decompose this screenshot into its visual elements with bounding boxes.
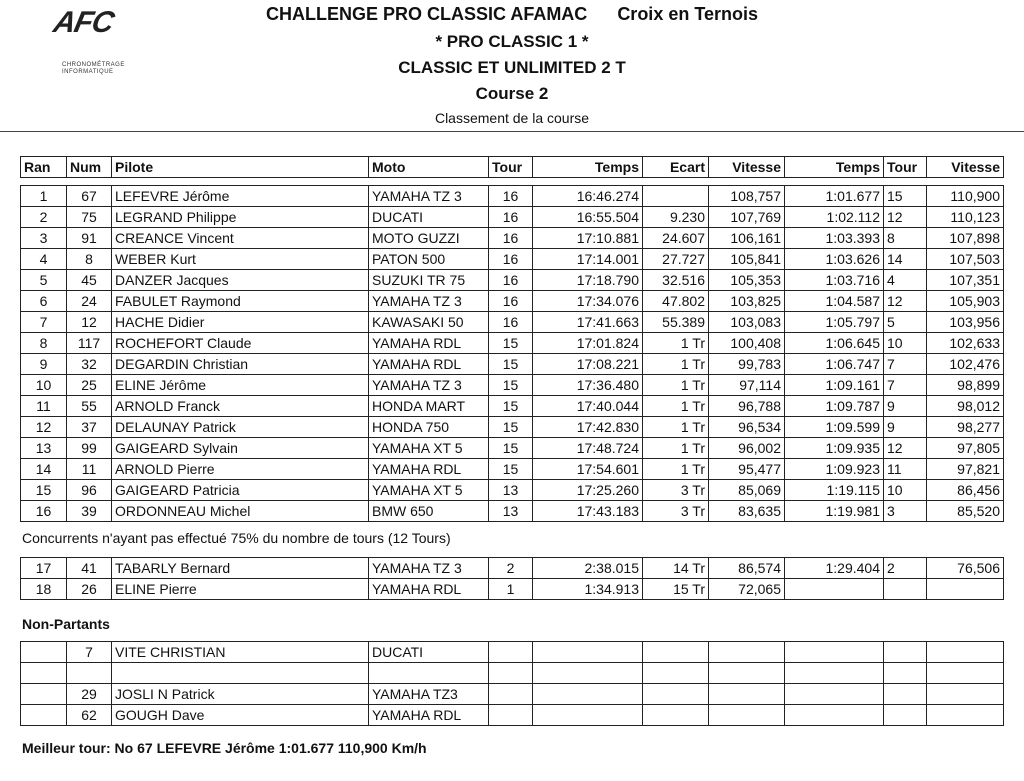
laps-cell: 15: [489, 396, 533, 417]
best-speed-cell: [927, 684, 1004, 705]
best-time-cell: 1:03.393: [785, 228, 884, 249]
speed-cell: 99,783: [709, 354, 785, 375]
best-speed-cell: 110,123: [927, 207, 1004, 228]
best-lap-cell: 15: [884, 186, 927, 207]
results-table: [20, 185, 1004, 522]
best-time-cell: [785, 663, 884, 684]
best-speed-cell: 98,899: [927, 375, 1004, 396]
time-cell: 17:36.480: [533, 375, 643, 396]
gap-cell: 1 Tr: [643, 438, 709, 459]
table-row: [21, 480, 1004, 501]
speed-cell: 105,353: [709, 270, 785, 291]
table-row: [21, 438, 1004, 459]
number-cell: 8: [67, 249, 112, 270]
rank-cell: [21, 705, 67, 726]
table-row: [21, 501, 1004, 522]
best-time-cell: 1:04.587: [785, 291, 884, 312]
col-header-rank: Ran: [21, 157, 67, 178]
gap-cell: 27.727: [643, 249, 709, 270]
table-row: [21, 417, 1004, 438]
number-cell: 41: [67, 558, 112, 579]
race-title: Course 2: [475, 84, 549, 103]
event-title: CHALLENGE PRO CLASSIC AFAMAC: [265, 4, 588, 24]
speed-cell: [709, 642, 785, 663]
rank-cell: [21, 684, 67, 705]
best-speed-cell: 98,277: [927, 417, 1004, 438]
gap-cell: 24.607: [643, 228, 709, 249]
best-lap-cell: 9: [884, 396, 927, 417]
laps-cell: 13: [489, 501, 533, 522]
best-time-cell: [785, 705, 884, 726]
laps-cell: [489, 663, 533, 684]
time-cell: 17:34.076: [533, 291, 643, 312]
gap-cell: 9.230: [643, 207, 709, 228]
best-speed-cell: 98,012: [927, 396, 1004, 417]
laps-cell: [489, 705, 533, 726]
best-speed-cell: [927, 579, 1004, 600]
time-cell: [533, 684, 643, 705]
col-header-pilot: Pilote: [112, 157, 369, 178]
best-time-cell: 1:19.981: [785, 501, 884, 522]
pilot-cell: [112, 663, 369, 684]
non-partants-title: Non-Partants: [22, 616, 110, 632]
laps-cell: 2: [489, 558, 533, 579]
speed-cell: 83,635: [709, 501, 785, 522]
rank-cell: 16: [21, 501, 67, 522]
number-cell: 24: [67, 291, 112, 312]
bike-cell: YAMAHA TZ3: [369, 684, 489, 705]
number-cell: 37: [67, 417, 112, 438]
category-title: * PRO CLASSIC 1 *: [435, 32, 589, 51]
number-cell: 62: [67, 705, 112, 726]
table-row: [21, 207, 1004, 228]
speed-cell: 96,002: [709, 438, 785, 459]
rank-cell: 4: [21, 249, 67, 270]
bike-cell: YAMAHA TZ 3: [369, 558, 489, 579]
best-lap-cell: 14: [884, 249, 927, 270]
rank-cell: 14: [21, 459, 67, 480]
logo-sub2: CHRONOMÉTRAGE: [62, 62, 125, 68]
pilot-cell: LEGRAND Philippe: [112, 207, 369, 228]
best-speed-cell: 97,805: [927, 438, 1004, 459]
table-row: [21, 558, 1004, 579]
col-header-speed: Vitesse: [709, 157, 785, 178]
best-lap-cell: [884, 663, 927, 684]
best-time-cell: 1:02.112: [785, 207, 884, 228]
speed-cell: 97,114: [709, 375, 785, 396]
time-cell: 17:08.221: [533, 354, 643, 375]
time-cell: 17:43.183: [533, 501, 643, 522]
speed-cell: 100,408: [709, 333, 785, 354]
speed-cell: 106,161: [709, 228, 785, 249]
best-speed-cell: 107,503: [927, 249, 1004, 270]
col-header-number: Num: [67, 157, 112, 178]
bike-cell: YAMAHA TZ 3: [369, 375, 489, 396]
pilot-cell: WEBER Kurt: [112, 249, 369, 270]
best-lap-cell: 3: [884, 501, 927, 522]
pilot-cell: ELINE Pierre: [112, 579, 369, 600]
pilot-cell: ELINE Jérôme: [112, 375, 369, 396]
best-lap-cell: 4: [884, 270, 927, 291]
gap-cell: 1 Tr: [643, 375, 709, 396]
number-cell: 55: [67, 396, 112, 417]
time-cell: 17:10.881: [533, 228, 643, 249]
pilot-cell: DEGARDIN Christian: [112, 354, 369, 375]
bike-cell: YAMAHA RDL: [369, 354, 489, 375]
time-cell: [533, 663, 643, 684]
bike-cell: DUCATI: [369, 207, 489, 228]
best-lap-cell: 10: [884, 333, 927, 354]
logo-sub3: INFORMATIQUE: [62, 69, 114, 75]
number-cell: 39: [67, 501, 112, 522]
pilot-cell: VITE CHRISTIAN: [112, 642, 369, 663]
speed-cell: 72,065: [709, 579, 785, 600]
gap-cell: 1 Tr: [643, 333, 709, 354]
dnf-table: [20, 557, 1004, 600]
best-time-cell: 1:06.747: [785, 354, 884, 375]
table-row: [21, 705, 1004, 726]
bike-cell: HONDA 750: [369, 417, 489, 438]
pilot-cell: GOUGH Dave: [112, 705, 369, 726]
best-speed-cell: 85,520: [927, 501, 1004, 522]
table-row: [21, 642, 1004, 663]
best-speed-cell: [927, 705, 1004, 726]
laps-cell: 16: [489, 249, 533, 270]
gap-cell: 47.802: [643, 291, 709, 312]
best-lap-cell: 7: [884, 375, 927, 396]
time-cell: 17:40.044: [533, 396, 643, 417]
speed-cell: 103,825: [709, 291, 785, 312]
bike-cell: KAWASAKI 50: [369, 312, 489, 333]
pilot-cell: ROCHEFORT Claude: [112, 333, 369, 354]
laps-cell: 16: [489, 186, 533, 207]
table-row: [21, 270, 1004, 291]
col-header-gap: Ecart: [643, 157, 709, 178]
bike-cell: HONDA MART: [369, 396, 489, 417]
gap-cell: [643, 663, 709, 684]
col-header-best-speed: Vitesse: [927, 157, 1004, 178]
logo-text: AFC: [50, 6, 117, 39]
best-time-cell: 1:09.923: [785, 459, 884, 480]
rank-cell: 18: [21, 579, 67, 600]
best-time-cell: 1:09.787: [785, 396, 884, 417]
gap-cell: 3 Tr: [643, 501, 709, 522]
gap-cell: 15 Tr: [643, 579, 709, 600]
bike-cell: YAMAHA RDL: [369, 579, 489, 600]
pilot-cell: CREANCE Vincent: [112, 228, 369, 249]
number-cell: 32: [67, 354, 112, 375]
time-cell: 17:14.001: [533, 249, 643, 270]
pilot-cell: JOSLI N Patrick: [112, 684, 369, 705]
col-header-bike: Moto: [369, 157, 489, 178]
best-lap-cell: [884, 579, 927, 600]
time-cell: 2:38.015: [533, 558, 643, 579]
rank-cell: 17: [21, 558, 67, 579]
gap-cell: [643, 186, 709, 207]
best-time-cell: 1:09.935: [785, 438, 884, 459]
number-cell: 25: [67, 375, 112, 396]
best-lap-cell: 8: [884, 228, 927, 249]
table-row: [21, 459, 1004, 480]
gap-cell: 32.516: [643, 270, 709, 291]
rank-cell: 3: [21, 228, 67, 249]
table-row: [21, 312, 1004, 333]
rank-cell: 7: [21, 312, 67, 333]
rank-cell: [21, 642, 67, 663]
number-cell: 26: [67, 579, 112, 600]
bike-cell: YAMAHA RDL: [369, 333, 489, 354]
rank-cell: 1: [21, 186, 67, 207]
best-lap-cell: 12: [884, 207, 927, 228]
bike-cell: YAMAHA RDL: [369, 459, 489, 480]
bike-cell: PATON 500: [369, 249, 489, 270]
best-time-cell: 1:03.626: [785, 249, 884, 270]
bike-cell: DUCATI: [369, 642, 489, 663]
pilot-cell: GAIGEARD Patricia: [112, 480, 369, 501]
best-time-cell: 1:05.797: [785, 312, 884, 333]
pilot-cell: ARNOLD Pierre: [112, 459, 369, 480]
laps-cell: 16: [489, 207, 533, 228]
gap-cell: 14 Tr: [643, 558, 709, 579]
best-lap-cell: 5: [884, 312, 927, 333]
rank-cell: 15: [21, 480, 67, 501]
time-cell: 17:42.830: [533, 417, 643, 438]
table-row: [21, 291, 1004, 312]
rank-cell: 12: [21, 417, 67, 438]
best-speed-cell: 76,506: [927, 558, 1004, 579]
number-cell: [67, 663, 112, 684]
best-lap-cell: 11: [884, 459, 927, 480]
time-cell: 17:18.790: [533, 270, 643, 291]
bike-cell: YAMAHA XT 5: [369, 438, 489, 459]
laps-cell: 15: [489, 459, 533, 480]
table-row: [21, 354, 1004, 375]
time-cell: 17:01.824: [533, 333, 643, 354]
best-lap-cell: [884, 684, 927, 705]
best-speed-cell: 105,903: [927, 291, 1004, 312]
event-location: Croix en Ternois: [617, 4, 759, 24]
gap-cell: [643, 705, 709, 726]
best-speed-cell: 102,633: [927, 333, 1004, 354]
time-cell: 16:46.274: [533, 186, 643, 207]
gap-cell: 1 Tr: [643, 396, 709, 417]
laps-cell: 15: [489, 354, 533, 375]
number-cell: 45: [67, 270, 112, 291]
best-speed-cell: 97,821: [927, 459, 1004, 480]
gap-cell: 1 Tr: [643, 459, 709, 480]
table-row: [21, 228, 1004, 249]
best-time-cell: 1:29.404: [785, 558, 884, 579]
number-cell: 11: [67, 459, 112, 480]
time-cell: 16:55.504: [533, 207, 643, 228]
rank-cell: [21, 663, 67, 684]
rank-cell: 10: [21, 375, 67, 396]
rank-cell: 8: [21, 333, 67, 354]
best-lap-cell: 12: [884, 291, 927, 312]
best-lap-cell: 10: [884, 480, 927, 501]
laps-cell: 16: [489, 312, 533, 333]
best-speed-cell: 107,898: [927, 228, 1004, 249]
gap-cell: [643, 642, 709, 663]
best-speed-cell: 107,351: [927, 270, 1004, 291]
best-speed-cell: 110,900: [927, 186, 1004, 207]
speed-cell: 96,788: [709, 396, 785, 417]
classification-subtitle: Classement de la course: [434, 110, 590, 126]
bike-cell: BMW 650: [369, 501, 489, 522]
gap-cell: 55.389: [643, 312, 709, 333]
best-time-cell: 1:03.716: [785, 270, 884, 291]
best-speed-cell: 86,456: [927, 480, 1004, 501]
table-row: [21, 186, 1004, 207]
laps-cell: 1: [489, 579, 533, 600]
best-speed-cell: [927, 663, 1004, 684]
number-cell: 99: [67, 438, 112, 459]
table-row: [21, 396, 1004, 417]
col-header-best-lap: Tour: [884, 157, 927, 178]
best-time-cell: [785, 579, 884, 600]
best-lap: Meilleur tour: No 67 LEFEVRE Jérôme 1:01.677 110,900 Km/h: [22, 740, 427, 756]
speed-cell: 85,069: [709, 480, 785, 501]
rank-cell: 9: [21, 354, 67, 375]
number-cell: 117: [67, 333, 112, 354]
best-lap-cell: [884, 642, 927, 663]
time-cell: 17:54.601: [533, 459, 643, 480]
header-divider: [0, 131, 1024, 132]
time-cell: 1:34.913: [533, 579, 643, 600]
speed-cell: [709, 705, 785, 726]
gap-cell: 1 Tr: [643, 354, 709, 375]
best-lap-cell: 12: [884, 438, 927, 459]
speed-cell: [709, 684, 785, 705]
number-cell: 96: [67, 480, 112, 501]
number-cell: 29: [67, 684, 112, 705]
bike-cell: YAMAHA XT 5: [369, 480, 489, 501]
time-cell: [533, 642, 643, 663]
class-title: CLASSIC ET UNLIMITED 2 T: [398, 58, 626, 77]
bike-cell: SUZUKI TR 75: [369, 270, 489, 291]
pilot-cell: GAIGEARD Sylvain: [112, 438, 369, 459]
laps-cell: 13: [489, 480, 533, 501]
col-header-laps: Tour: [489, 157, 533, 178]
rank-cell: 11: [21, 396, 67, 417]
non-partants-table: [20, 641, 1004, 726]
gap-cell: 3 Tr: [643, 480, 709, 501]
bike-cell: MOTO GUZZI: [369, 228, 489, 249]
rank-cell: 13: [21, 438, 67, 459]
gap-cell: [643, 684, 709, 705]
speed-cell: 86,574: [709, 558, 785, 579]
best-time-cell: 1:09.161: [785, 375, 884, 396]
best-time-cell: [785, 684, 884, 705]
pilot-cell: DANZER Jacques: [112, 270, 369, 291]
table-row: [21, 249, 1004, 270]
bike-cell: YAMAHA TZ 3: [369, 291, 489, 312]
bike-cell: [369, 663, 489, 684]
bike-cell: YAMAHA RDL: [369, 705, 489, 726]
speed-cell: 107,769: [709, 207, 785, 228]
time-cell: 17:41.663: [533, 312, 643, 333]
laps-cell: 15: [489, 438, 533, 459]
best-time-cell: 1:09.599: [785, 417, 884, 438]
rank-cell: 2: [21, 207, 67, 228]
table-row: [21, 333, 1004, 354]
best-speed-cell: [927, 642, 1004, 663]
laps-cell: 16: [489, 270, 533, 291]
laps-cell: 15: [489, 375, 533, 396]
dnf-note: Concurrents n'ayant pas effectué 75% du nombre de tours (12 Tours): [22, 530, 451, 546]
number-cell: 91: [67, 228, 112, 249]
best-lap-cell: 2: [884, 558, 927, 579]
speed-cell: 108,757: [709, 186, 785, 207]
best-time-cell: [785, 642, 884, 663]
best-time-cell: 1:01.677: [785, 186, 884, 207]
gap-cell: 1 Tr: [643, 417, 709, 438]
laps-cell: [489, 642, 533, 663]
pilot-cell: TABARLY Bernard: [112, 558, 369, 579]
best-lap-cell: 7: [884, 354, 927, 375]
time-cell: [533, 705, 643, 726]
laps-cell: 16: [489, 228, 533, 249]
time-cell: 17:48.724: [533, 438, 643, 459]
time-cell: 17:25.260: [533, 480, 643, 501]
pilot-cell: HACHE Didier: [112, 312, 369, 333]
laps-cell: 15: [489, 333, 533, 354]
rank-cell: 5: [21, 270, 67, 291]
number-cell: 7: [67, 642, 112, 663]
number-cell: 67: [67, 186, 112, 207]
best-lap-cell: 9: [884, 417, 927, 438]
page-title: [0, 4, 1024, 25]
table-row: [21, 375, 1004, 396]
results-header: [20, 156, 1004, 178]
laps-cell: 16: [489, 291, 533, 312]
laps-cell: [489, 684, 533, 705]
number-cell: 12: [67, 312, 112, 333]
best-time-cell: 1:06.645: [785, 333, 884, 354]
col-header-time: Temps: [533, 157, 643, 178]
laps-cell: 15: [489, 417, 533, 438]
best-speed-cell: 103,956: [927, 312, 1004, 333]
best-time-cell: 1:19.115: [785, 480, 884, 501]
col-header-best-time: Temps: [785, 157, 884, 178]
pilot-cell: ARNOLD Franck: [112, 396, 369, 417]
speed-cell: 96,534: [709, 417, 785, 438]
speed-cell: [709, 663, 785, 684]
pilot-cell: ORDONNEAU Michel: [112, 501, 369, 522]
table-row: [21, 684, 1004, 705]
speed-cell: 95,477: [709, 459, 785, 480]
bike-cell: YAMAHA TZ 3: [369, 186, 489, 207]
pilot-cell: DELAUNAY Patrick: [112, 417, 369, 438]
best-speed-cell: 102,476: [927, 354, 1004, 375]
table-row: [21, 579, 1004, 600]
speed-cell: 105,841: [709, 249, 785, 270]
number-cell: 75: [67, 207, 112, 228]
table-row: [21, 663, 1004, 684]
pilot-cell: FABULET Raymond: [112, 291, 369, 312]
best-lap-cell: [884, 705, 927, 726]
header-row: [21, 157, 1004, 178]
speed-cell: 103,083: [709, 312, 785, 333]
rank-cell: 6: [21, 291, 67, 312]
pilot-cell: LEFEVRE Jérôme: [112, 186, 369, 207]
